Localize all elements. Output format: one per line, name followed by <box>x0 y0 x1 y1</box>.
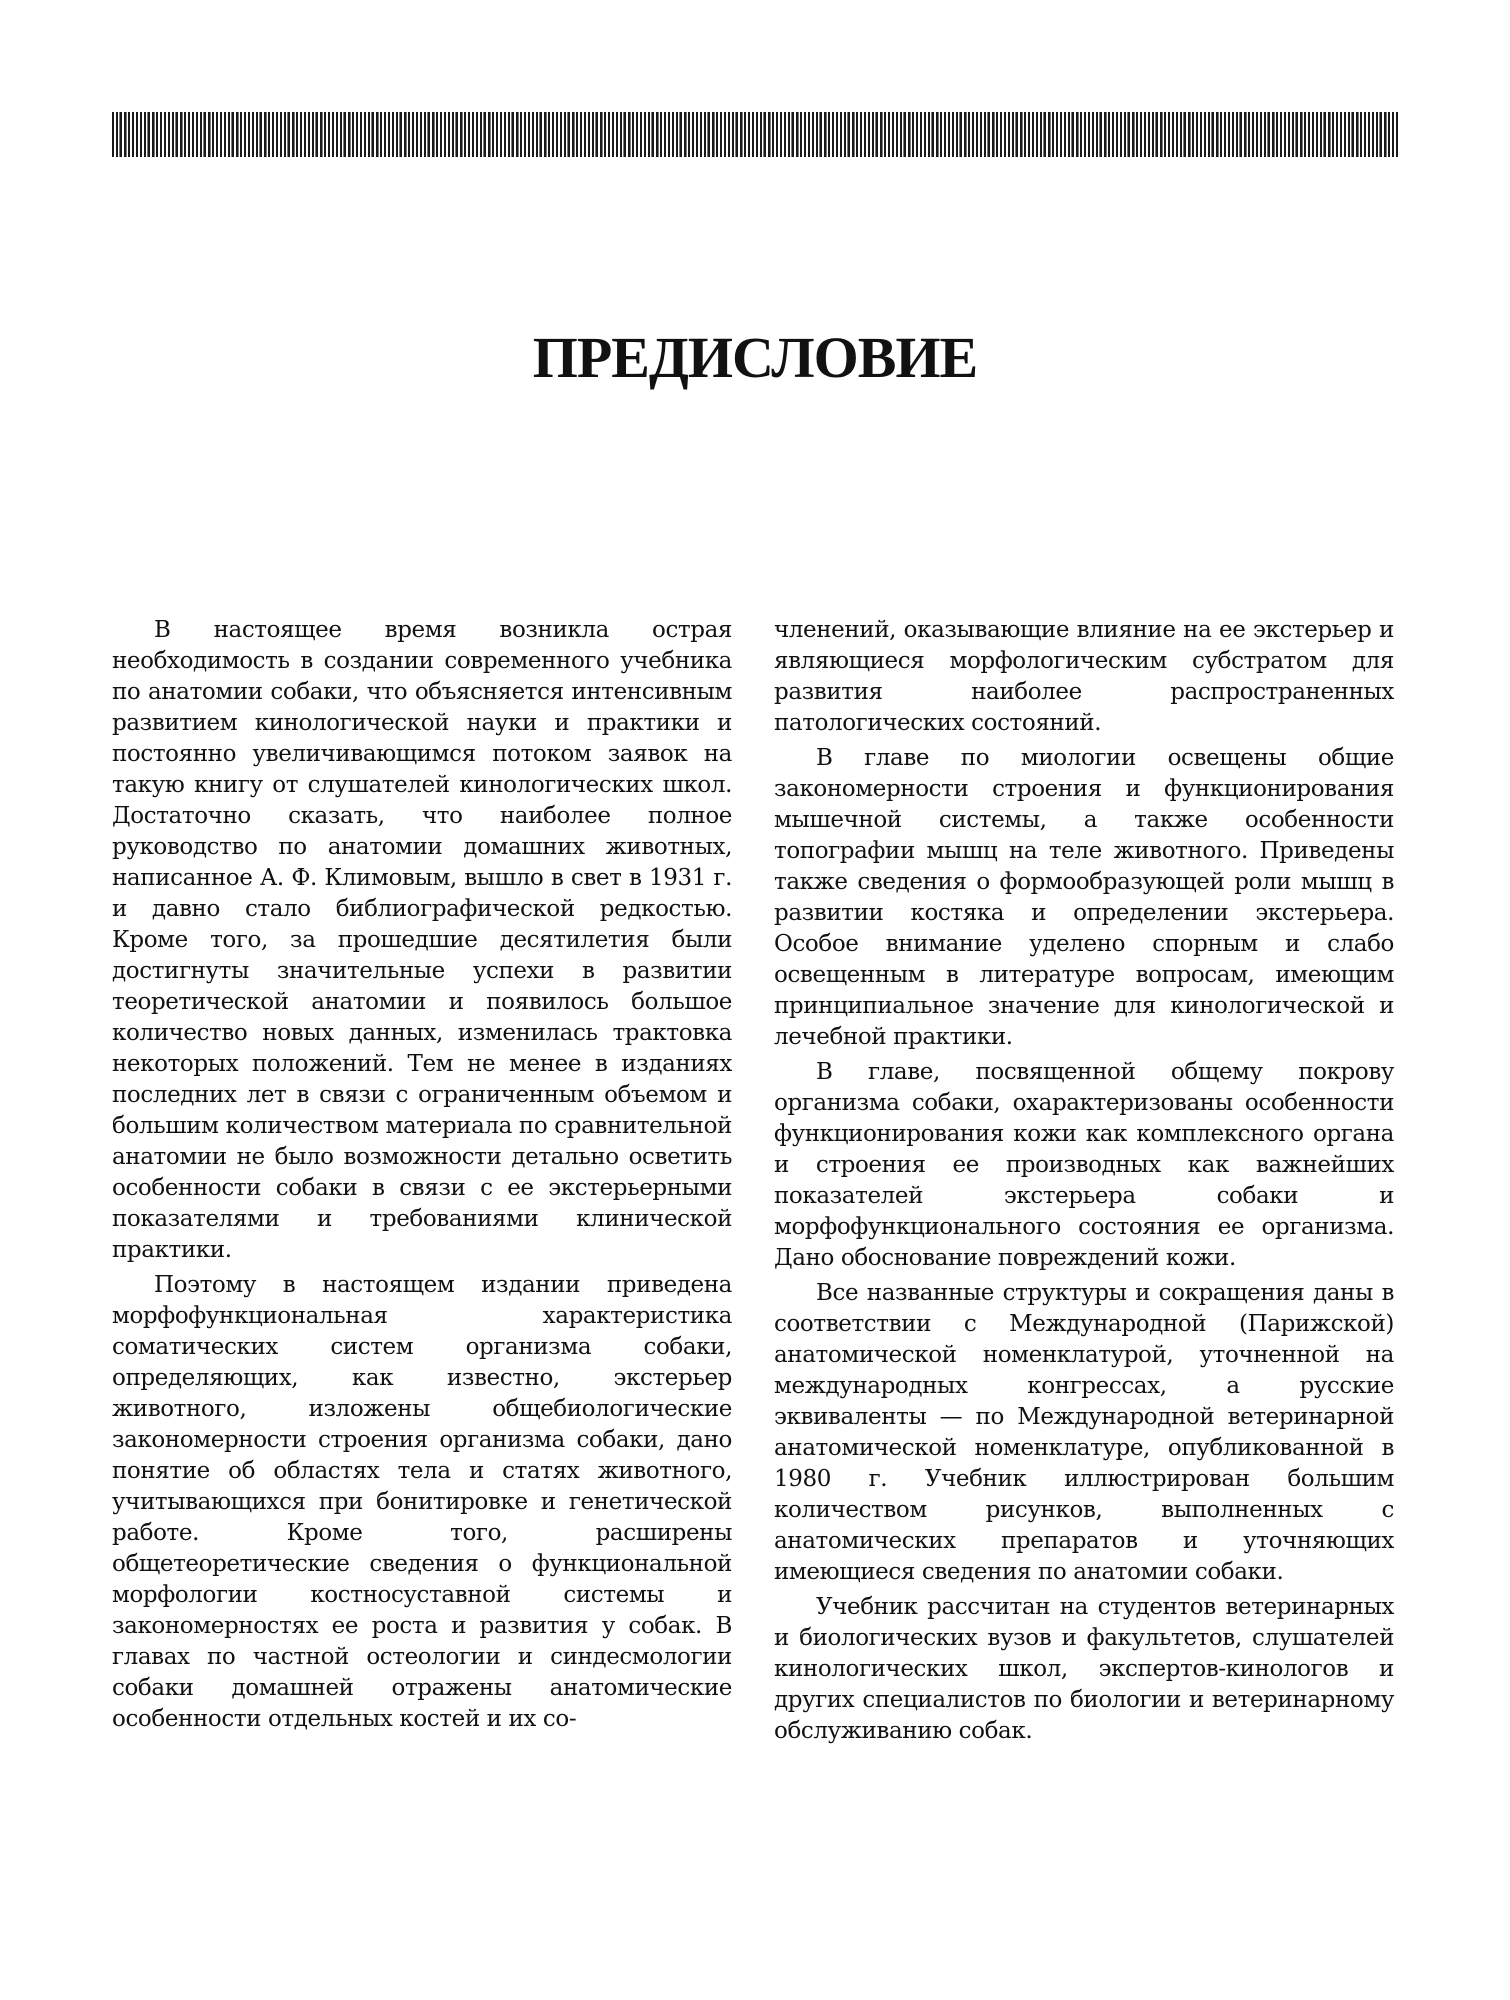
paragraph-skin: В главе, посвященной общему покрову организма собаки, охарактеризованы особенности функционирования кожи как комплексного органа и строения ее производных как важнейших показателей экстерьера собаки и морфофункционального состояния ее организма. Дано обоснование повреждений кожи. <box>774 1059 1394 1271</box>
paragraph-edition-content: Поэтому в настоящем издании приведена морфофункциональная характеристика соматических систем организма собаки, определяющих, как известно, экстерьер животного, изложены общебиологические закономерности строения организма собаки, дано понятие об областях тела и статях животного, учитывающихся при бонитировке и генетической работе. Кроме того, расширены общетеоретические сведения о функциональной морфологии костносуставной системы и закономерностях ее роста и развития у собак. В главах по частной остеологии и синдесмологии собаки домашней отражены анатомические особенности отдельных костей и их со- <box>112 1272 732 1732</box>
page-title: ПРЕДИСЛОВИЕ <box>532 325 978 390</box>
decorative-stripe-band <box>112 112 1400 157</box>
paragraph-nomenclature: Все названные структуры и сокращения даны в соответствии с Международной (Парижской) анатомической номенклатурой, уточненной на международных конгрессах, а русские эквиваленты — по Международной ветеринарной анатомической номенклатуре, опубликованной в 1980 г. Учебник иллюстрирован большим количеством рисунков, выполненных с анатомических препаратов и уточняющих имеющиеся сведения по анатомии собаки. <box>774 1280 1394 1585</box>
text-column-left <box>112 615 732 1739</box>
paragraph-intro: В настоящее время возникла острая необходимость в создании современного учебника по анатомии собаки, что объясняется интенсивным развитием кинологической науки и практики и постоянно увеличивающимся потоком заявок на такую книгу от слушателей кинологических школ. Достаточно сказать, что наиболее полное руководство по анатомии домашних животных, написанное А. Ф. Климовым, вышло в свет в 1931 г. и давно стало библиографической редкостью. Кроме того, за прошедшие десятилетия были достигнуты значительные успехи в развитии теоретической анатомии и появилось большое количество новых данных, изменилась трактовка некоторых положений. Тем не менее в изданиях последних лет в связи с ограниченным объемом и большим количеством материала по сравнительной анатомии не было возможности детально осветить особенности собаки в связи с ее экстерьерными показателями и требованиями клинической практики. <box>112 617 732 1263</box>
paragraph-myology: В главе по миологии освещены общие закономерности строения и функционирования мышечной системы, а также особенности топографии мышц на теле животного. Приведены также сведения о формообразующей роли мышц в развитии костяка и определении экстерьера. Особое внимание уделено спорным и слабо освещенным в литературе вопросам, имеющим принципиальное значение для кинологической и лечебной практики. <box>774 745 1394 1050</box>
text-column-right <box>774 615 1394 1751</box>
paragraph-audience: Учебник рассчитан на студентов ветеринарных и биологических вузов и факультетов, слушателей кинологических школ, экспертов-кинологов и других специалистов по биологии и ветеринарному обслуживанию собак. <box>774 1594 1394 1744</box>
paragraph-osteology-continued: членений, оказывающие влияние на ее экстерьер и являющиеся морфологическим субстратом для развития наиболее распространенных патологических состояний. <box>774 617 1394 736</box>
